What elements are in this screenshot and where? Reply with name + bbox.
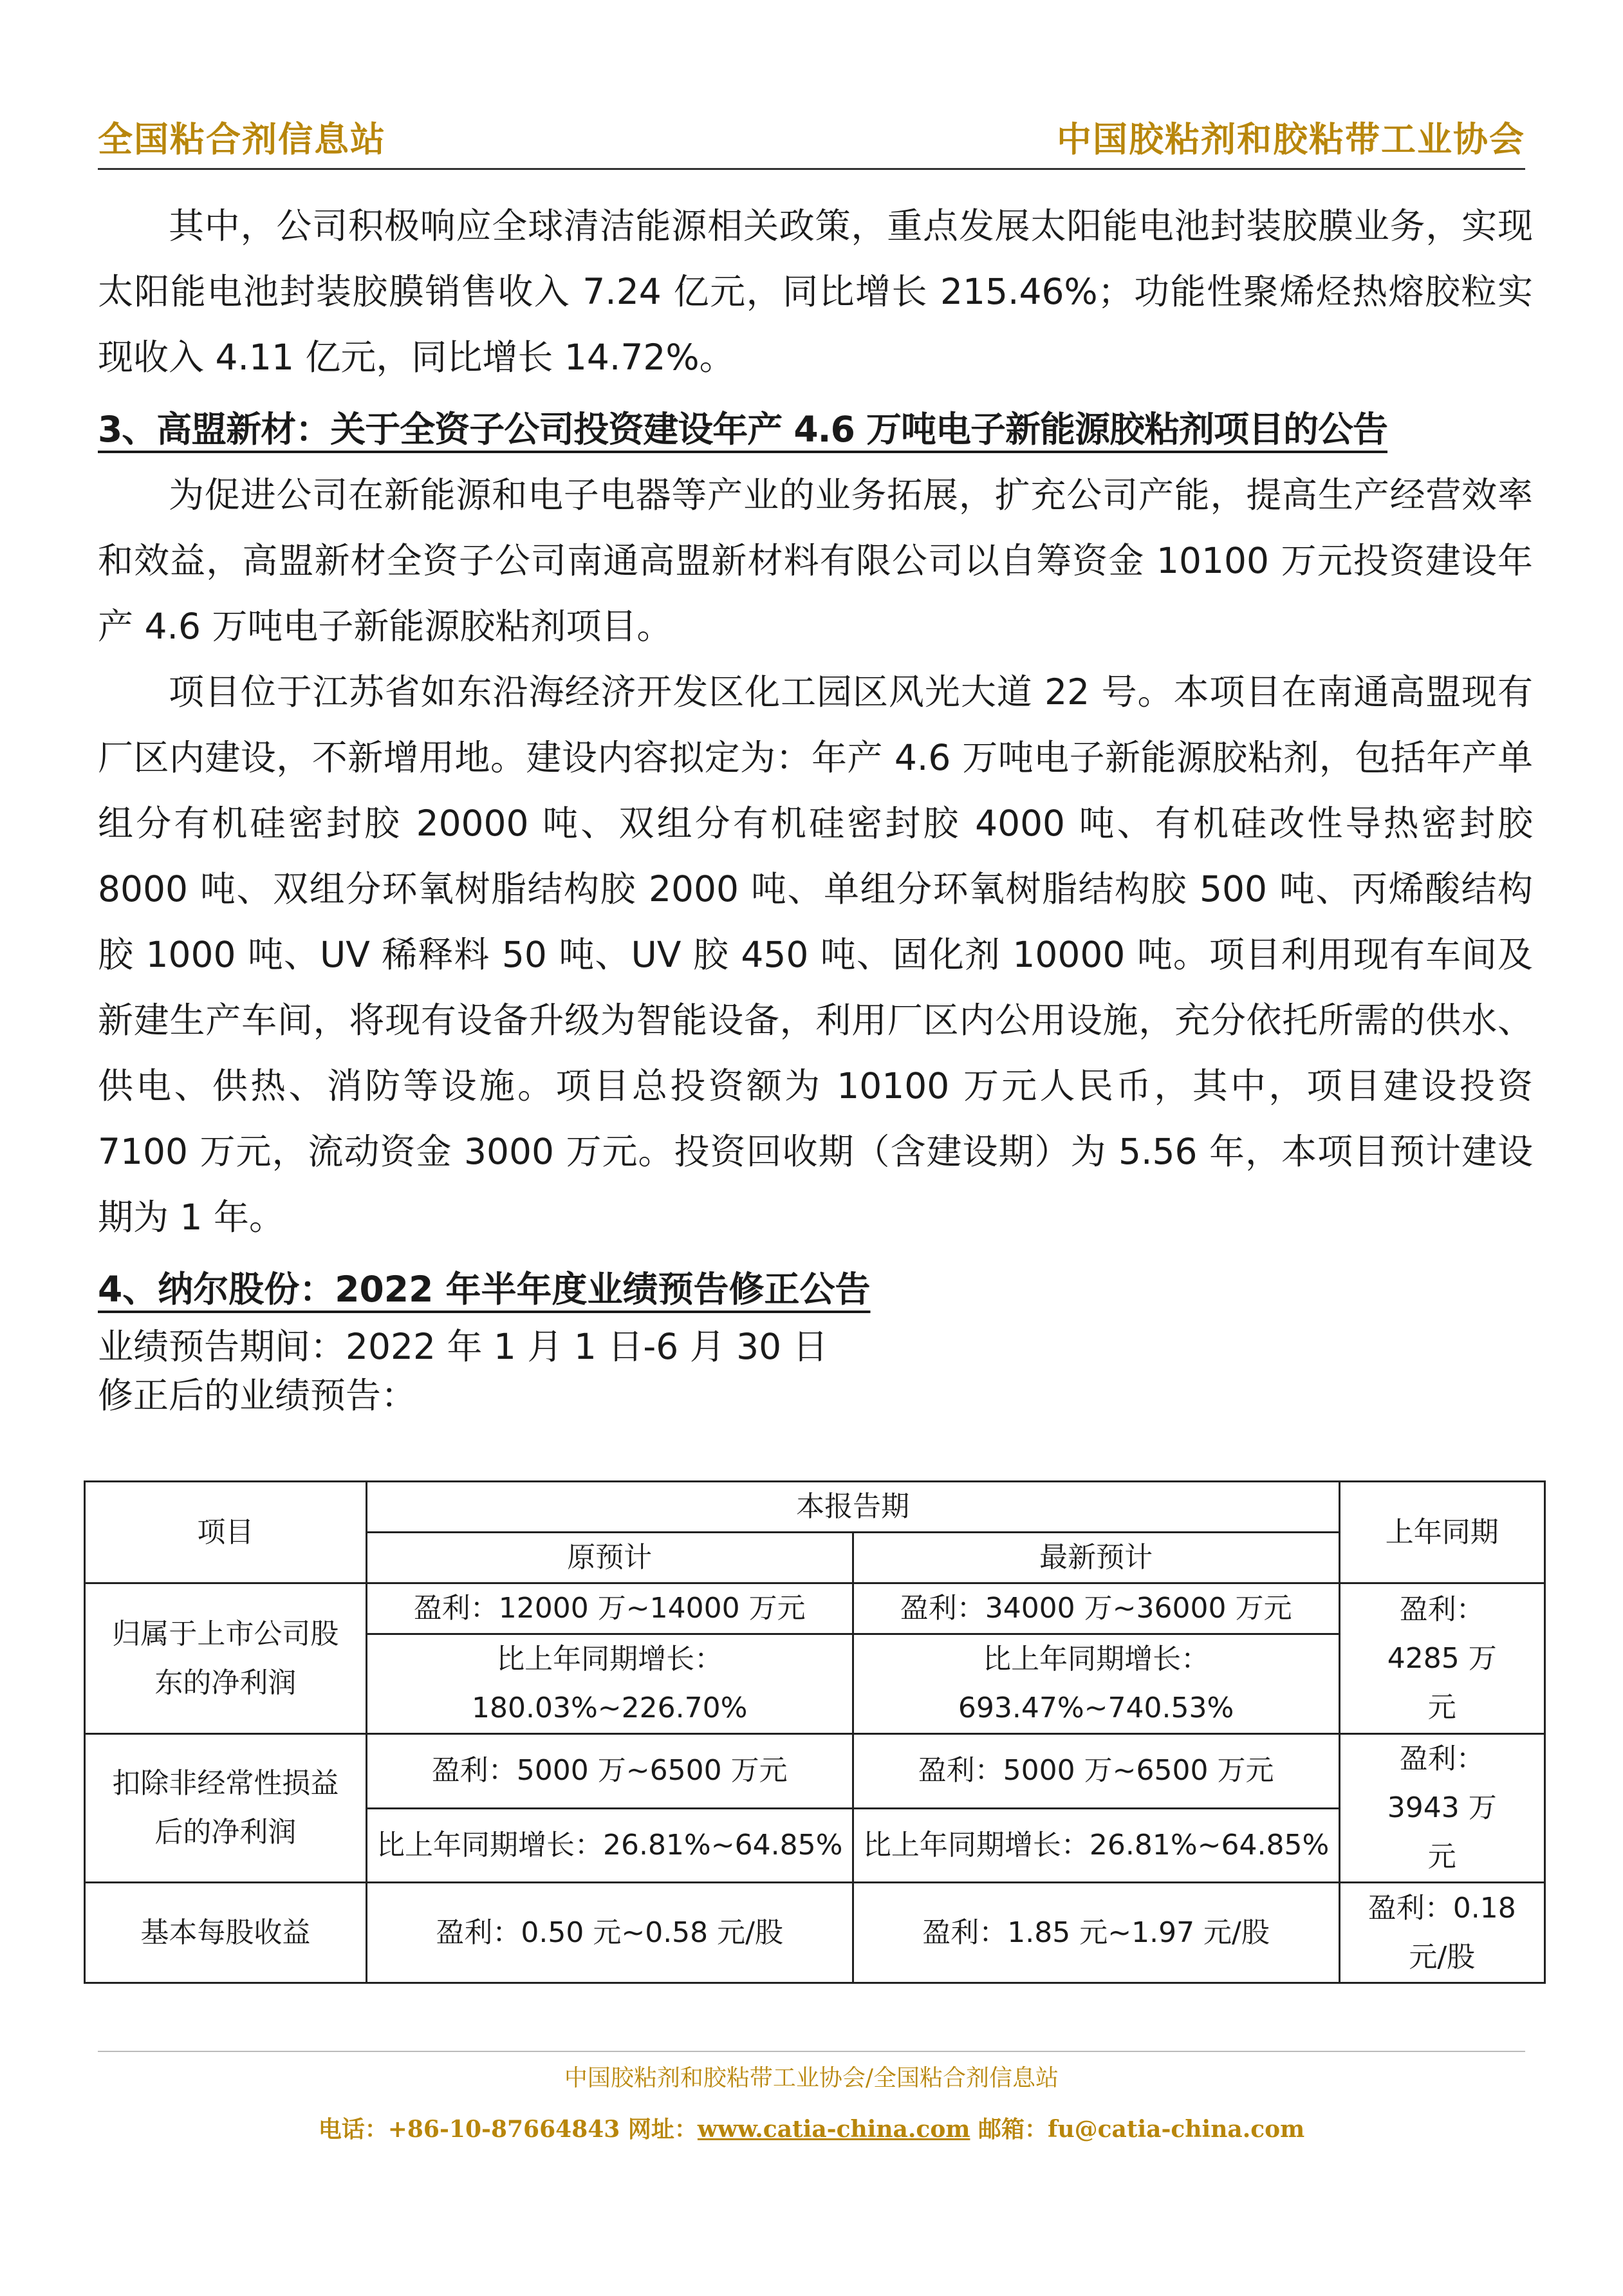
cell-orig-profit: 盈利：0.50 元~0.58 元/股 xyxy=(366,1883,853,1983)
table-row xyxy=(85,1583,1545,1634)
row-item: 归属于上市公司股东的净利润 xyxy=(85,1583,367,1734)
paragraph-project-intro: 为促进公司在新能源和电子电器等产业的业务拓展，扩充公司产能，提高生产经营效率和效益，高盟新材全资子公司南通高盟新材料有限公司以自筹资金 10100 万元投资建设年产 4.6 万吨电子新能源胶粘剂项目。 xyxy=(98,474,1533,647)
cell-new-growth: 比上年同期增长：693.47%~740.53% xyxy=(853,1634,1339,1734)
footer-contact xyxy=(0,2111,1623,2144)
cell-prior: 盈利：0.18 元/股 xyxy=(1339,1883,1544,1983)
forecast-period: 业绩预告期间：2022 年 1 月 1 日-6 月 30 日 xyxy=(98,1326,828,1367)
header-period: 本报告期 xyxy=(366,1482,1339,1533)
revised-forecast-label: 修正后的业绩预告： xyxy=(98,1375,417,1416)
cell-orig-profit: 盈利：5000 万~6500 万元 xyxy=(366,1734,853,1809)
table-row xyxy=(85,1734,1545,1809)
section-heading-3: 3、高盟新材：关于全资子公司投资建设年产 4.6 万吨电子新能源胶粘剂项目的公告 xyxy=(98,409,1387,450)
article-body xyxy=(98,193,1533,1420)
cell-orig-profit: 盈利：12000 万~14000 万元 xyxy=(366,1583,853,1634)
header-item: 项目 xyxy=(85,1482,367,1583)
header-original: 原预计 xyxy=(366,1533,853,1583)
table-header-row xyxy=(85,1482,1545,1533)
footer-organization: 中国胶粘剂和胶粘带工业协会/全国粘合剂信息站 xyxy=(564,2065,1059,2091)
footer-divider xyxy=(98,2051,1525,2052)
row-item: 扣除非经常性损益后的净利润 xyxy=(85,1734,367,1883)
paragraph-project-details: 项目位于江苏省如东沿海经济开发区化工园区风光大道 22 号。本项目在南通高盟现有厂区内建设，不新增用地。建设内容拟定为：年产 4.6 万吨电子新能源胶粘剂，包括年产单组分有机硅密封胶 20000 吨、双组分有机硅密封胶 4000 吨、有机硅改性导热密封胶 8000 吨、双组分环氧树脂结构胶 2000 吨、单组分环氧树脂结构胶 500 吨、丙烯酸结构胶 1000 吨、UV 稀释料 50 吨、UV 胶 450 吨、固化剂 10000 吨。项目利用现有车间及新建生产车间，将现有设备升级为智能设备，利用厂区内公用设施，充分依托所需的供水、供电、供热、消防等设施。项目总投资额为 10100 万元人民币，其中，项目建设投资 7100 万元，流动资金 3000 万元。投资回收期（含建设期）为 5.56 年，本项目预计建设期为 1 年。 xyxy=(98,671,1533,1238)
header-latest: 最新预计 xyxy=(853,1533,1339,1583)
footer-website-link[interactable]: www.catia-china.com xyxy=(697,2116,970,2143)
header-left-title: 全国粘合剂信息站 xyxy=(98,119,386,160)
cell-new-profit: 盈利：34000 万~36000 万元 xyxy=(853,1583,1339,1634)
row-item: 基本每股收益 xyxy=(85,1883,367,1983)
table-row xyxy=(85,1883,1545,1983)
footer-phone: 电话：+86-10-87664843 网址： xyxy=(318,2116,698,2143)
page-header xyxy=(98,115,1525,170)
cell-prior: 盈利：3943 万元 xyxy=(1339,1734,1544,1883)
paragraph-solar-film: 其中，公司积极响应全球清洁能源相关政策，重点发展太阳能电池封装胶膜业务，实现太阳能电池封装胶膜销售收入 7.24 亿元，同比增长 215.46%；功能性聚烯烃热熔胶粒实现收入 4.11 亿元，同比增长 14.72%。 xyxy=(98,205,1533,378)
header-prior: 上年同期 xyxy=(1339,1482,1544,1583)
footer-email: 邮箱：fu@catia-china.com xyxy=(970,2116,1305,2143)
section-heading-4: 4、纳尔股份：2022 年半年度业绩预告修正公告 xyxy=(98,1269,871,1310)
cell-orig-growth: 比上年同期增长：26.81%~64.85% xyxy=(366,1808,853,1883)
cell-prior: 盈利：4285 万元 xyxy=(1339,1583,1544,1734)
cell-new-growth: 比上年同期增长：26.81%~64.85% xyxy=(853,1808,1339,1883)
header-right-title: 中国胶粘剂和胶粘带工业协会 xyxy=(1057,119,1525,160)
cell-new-profit: 盈利：5000 万~6500 万元 xyxy=(853,1734,1339,1809)
performance-forecast-table xyxy=(84,1480,1546,1984)
cell-new-profit: 盈利：1.85 元~1.97 元/股 xyxy=(853,1883,1339,1983)
cell-orig-growth: 比上年同期增长：180.03%~226.70% xyxy=(366,1634,853,1734)
